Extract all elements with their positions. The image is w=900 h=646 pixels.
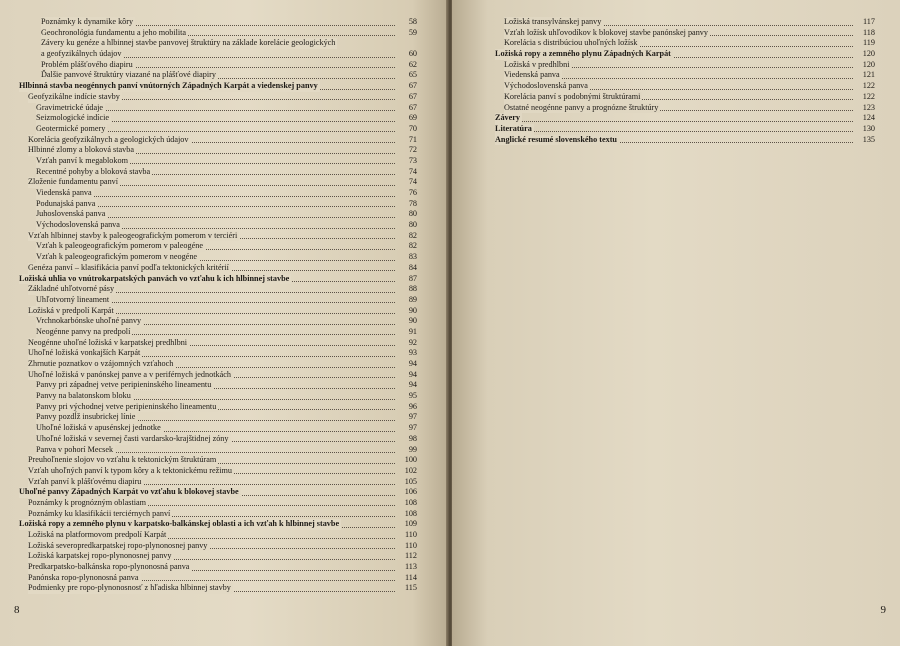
toc-entry [19, 167, 417, 178]
toc-entry [19, 370, 417, 381]
toc-entry [19, 263, 417, 274]
toc-entry [19, 434, 417, 445]
toc-entry [19, 359, 417, 370]
right-page [452, 0, 900, 646]
toc-entry [19, 573, 417, 584]
toc-entry-title: Viedenská panva [504, 70, 560, 80]
toc-entry-title: Ložiská severopredkarpatskej ropo-plynonosnej panvy [28, 540, 208, 550]
left-page [0, 0, 448, 646]
toc-entry-title: Uhoľné ložiská v severnej časti vardarsko-krajštidnej zóny [36, 433, 229, 443]
toc-entry-page: 67 [408, 102, 417, 112]
toc-entry-title: Uhoľné panvy Západných Karpát vo vzťahu k blokovej stavbe [19, 487, 239, 497]
toc-entry-page: 58 [408, 17, 417, 26]
toc-entry [19, 209, 417, 220]
toc-entry-page: 78 [408, 198, 417, 208]
toc-entry-page: 94 [408, 359, 417, 368]
toc-entry [19, 28, 417, 39]
toc-entry [19, 306, 417, 317]
toc-entry-title: Závery ku genéze a hlbinnej stavbe panvovej štruktúry na základe korelácie geologických [41, 38, 336, 48]
toc-entry [19, 509, 417, 520]
toc-entry-title: Vzťah k paleogeografickým pomerom v paleogéne [36, 241, 203, 251]
toc-entry-page: 130 [862, 123, 875, 133]
toc-entry-title: Poznámky k dynamike kôry [41, 17, 134, 26]
toc-entry [19, 562, 417, 573]
toc-entry-title: Vzťah uhoľných panví k typom kôry a k tektonickému režimu [28, 465, 232, 475]
toc-entry [19, 455, 417, 466]
toc-entry [19, 498, 417, 509]
toc-entry-title: Ložiská transylvánskej panvy [504, 17, 602, 26]
toc-entry-title: Viedenská panva [36, 188, 92, 197]
toc-entry [495, 28, 875, 39]
toc-entry-page: 92 [408, 337, 417, 347]
toc-entry [19, 70, 417, 81]
toc-entry [19, 92, 417, 103]
toc-entry-page: 135 [862, 134, 875, 144]
toc-entry-page: 114 [405, 572, 417, 582]
toc-entry [495, 103, 875, 114]
toc-entry [19, 60, 417, 71]
toc-entry-title: Závery [495, 113, 521, 123]
toc-entry-title: Podunajská panva [36, 198, 96, 208]
toc-entry [19, 220, 417, 231]
toc-entry-page: 82 [408, 230, 417, 240]
toc-entry-page: 62 [408, 59, 417, 69]
table-of-contents-left [19, 17, 417, 594]
toc-entry-title: Panónska ropo-plynonosná panva [28, 572, 139, 582]
toc-entry-page: 87 [408, 273, 417, 283]
toc-entry-title: Východoslovenská panva [504, 81, 588, 91]
toc-entry [495, 135, 875, 146]
toc-entry [495, 113, 875, 124]
toc-entry [19, 156, 417, 167]
toc-entry-page: 67 [408, 81, 417, 91]
toc-entry-title: Ložiská v predpolí Karpát [28, 305, 114, 315]
toc-entry-title: Ložiská karpatskej ropo-plynonosnej panvy [28, 551, 172, 561]
toc-entry [19, 199, 417, 210]
toc-entry-title: Problém plášťového diapiru [41, 59, 133, 69]
toc-entry-page: 80 [408, 209, 417, 219]
toc-entry [495, 17, 875, 28]
dot-leader [495, 124, 853, 133]
toc-entry [19, 274, 417, 285]
toc-entry [19, 391, 417, 402]
toc-entry-page: 90 [408, 316, 417, 326]
toc-entry-title: Korelácia s distribúciou uhoľných ložísk [504, 38, 638, 48]
toc-entry [19, 530, 417, 541]
toc-entry-title: Hlbinné zlomy a bloková stavba [28, 145, 134, 155]
toc-entry-page: 74 [408, 177, 417, 187]
toc-entry-title: Hlbinná stavba neogénnych panví vnútorných Západných Karpát a viedenskej panvy [19, 81, 318, 91]
toc-entry-title: Poznámky ku klasifikácii terciérnych panví [28, 508, 171, 518]
page-number-right: 9 [880, 604, 886, 616]
toc-entry-title: Uhoľné ložiská v panónskej panve a v periférnych jednotkách [28, 369, 231, 379]
toc-entry-page: 65 [408, 70, 417, 80]
toc-entry-page: 71 [408, 134, 417, 144]
toc-entry-page: 76 [408, 188, 417, 197]
toc-entry-title: Vzťah k paleogeografickým pomerom v neogéne [36, 252, 198, 262]
toc-entry [495, 60, 875, 71]
toc-entry-page: 90 [408, 305, 417, 315]
toc-entry-title: Panvy pri východnej vetve peripieninského lineamentu [36, 401, 217, 411]
dot-leader [495, 113, 853, 122]
toc-entry-title: Východoslovenská panva [36, 220, 120, 230]
toc-entry-title: Ostatné neogénne panvy a prognózne štruktúry [504, 102, 659, 112]
toc-entry-page: 88 [408, 284, 417, 294]
toc-entry-title: Neogénne uhoľné ložiská v karpatskej predhlbni [28, 337, 188, 347]
toc-entry-title: Korelácia geofyzikálnych a geologických údajov [28, 134, 189, 144]
toc-entry-title: a geofyzikálnych údajov [41, 49, 122, 59]
toc-entry-title: Uhoľné ložiská v apusénskej jednotke [36, 423, 161, 433]
toc-entry-page: 106 [404, 487, 417, 497]
toc-entry [19, 423, 417, 434]
toc-entry [19, 295, 417, 306]
toc-entry-page: 59 [408, 27, 417, 37]
toc-entry-title: Seizmologické indície [36, 113, 109, 123]
toc-entry-page: 118 [863, 27, 875, 37]
toc-entry-title: Základné uhľotvorné pásy [28, 284, 115, 294]
toc-entry-title: Panvy na balatonskom bloku [36, 391, 131, 401]
toc-entry [19, 477, 417, 488]
toc-entry-title: Panva v pohorí Mecsek [36, 444, 114, 454]
toc-entry [19, 145, 417, 156]
toc-entry [19, 583, 417, 594]
toc-entry-title: Ložiská ropy a zemného plynu Západných Karpát [495, 49, 671, 59]
toc-entry-page: 123 [862, 102, 875, 112]
toc-entry-page: 73 [408, 155, 417, 165]
toc-entry [19, 231, 417, 242]
toc-entry-page: 94 [408, 380, 417, 390]
toc-entry-title: Vzťah panví k megablokom [36, 155, 128, 165]
toc-entry [19, 551, 417, 562]
toc-entry-page: 110 [405, 540, 417, 550]
toc-entry-title: Geochronológia fundamentu a jeho mobilita [41, 27, 187, 37]
toc-entry [19, 81, 417, 92]
toc-entry [19, 338, 417, 349]
toc-entry [19, 135, 417, 146]
toc-entry-title: Juhoslovenská panva [36, 209, 106, 219]
toc-entry-title: Vzťah hlbinnej stavby k paleogeografickým pomerom v terciéri [28, 230, 238, 240]
toc-entry-title: Predkarpatsko-balkánska ropo-plynonosná panva [28, 562, 190, 572]
toc-entry-page: 115 [405, 583, 417, 593]
toc-entry-page: 97 [408, 412, 417, 422]
toc-entry-page: 80 [408, 220, 417, 230]
toc-entry-page: 97 [408, 423, 417, 433]
toc-entry-page: 67 [408, 91, 417, 101]
toc-entry-page: 122 [862, 91, 875, 101]
toc-entry-page: 100 [404, 455, 417, 465]
toc-entry [19, 466, 417, 477]
toc-entry-title: Recentné pohyby a bloková stavba [36, 166, 151, 176]
toc-entry [19, 252, 417, 263]
toc-entry [19, 17, 417, 28]
toc-entry-page: 110 [405, 530, 417, 539]
toc-entry [19, 541, 417, 552]
toc-entry [495, 81, 875, 92]
toc-entry-page: 113 [405, 562, 417, 572]
toc-entry-page: 69 [408, 113, 417, 123]
toc-entry-page: 60 [408, 49, 417, 59]
toc-entry [19, 519, 417, 530]
toc-entry-page: 112 [405, 551, 417, 561]
toc-entry [19, 284, 417, 295]
toc-entry [19, 445, 417, 456]
toc-entry-title: Vzťah ložísk uhľovodíkov k blokovej stavbe panónskej panvy [504, 27, 708, 37]
toc-entry-title: Ložiská ropy a zemného plynu v karpatsko-balkánskej oblasti a ich vzťah k hlbinnej stavbe [19, 519, 340, 529]
toc-entry [19, 380, 417, 391]
toc-entry [19, 402, 417, 413]
toc-entry-page: 74 [408, 166, 417, 176]
toc-entry-page: 117 [863, 17, 875, 26]
toc-entry-page: 121 [862, 70, 875, 80]
toc-entry-title: Ložiská na platformovom predpolí Karpát [28, 530, 167, 539]
toc-entry-title: Neogénne panvy na predpolí [36, 326, 131, 336]
toc-entry-page: 102 [404, 465, 417, 475]
toc-entry-page: 83 [408, 252, 417, 262]
toc-entry [19, 188, 417, 199]
toc-entry [19, 412, 417, 423]
toc-entry [495, 92, 875, 103]
toc-entry [19, 113, 417, 124]
toc-entry [495, 70, 875, 81]
toc-entry-page: 119 [863, 38, 875, 48]
toc-entry-title: Uhoľné ložiská vonkajších Karpát [28, 348, 141, 358]
toc-entry-page: 84 [408, 262, 417, 272]
toc-entry-title: Genéza panví – klasifikácia panví podľa tektonických kritérií [28, 262, 229, 272]
toc-entry-page: 99 [408, 444, 417, 454]
toc-entry-title: Ložiská v predhlbni [504, 59, 570, 69]
toc-entry-page: 105 [404, 476, 417, 486]
toc-entry-title: Anglické resumé slovenského textu [495, 134, 617, 144]
toc-entry-page: 98 [408, 433, 417, 443]
toc-entry-title: Gravimetrické údaje [36, 102, 104, 112]
toc-entry-title: Uhľotvorný lineament [36, 294, 110, 304]
toc-entry-page: 89 [408, 294, 417, 304]
toc-entry-page: 124 [862, 113, 875, 123]
toc-entry-title: Panvy pozdĺž insubrickej línie [36, 412, 136, 422]
toc-entry-page: 91 [408, 326, 417, 336]
toc-entry-title: Panvy pri západnej vetve peripieninského lineamentu [36, 380, 212, 390]
toc-entry-title: Ďalšie panvové štruktúry viazané na plášťové diapiry [41, 70, 216, 80]
toc-entry-title: Geofyzikálne indície stavby [28, 91, 120, 101]
toc-entry-title: Geotermické pomery [36, 123, 106, 133]
toc-entry-page: 108 [404, 497, 417, 507]
toc-entry [19, 348, 417, 359]
toc-entry-title: Vzťah panví k plášťovému diapiru [28, 476, 142, 486]
page-number-left: 8 [14, 604, 20, 616]
toc-entry [19, 103, 417, 114]
toc-entry-page: 108 [404, 508, 417, 518]
toc-entry [19, 327, 417, 338]
toc-entry-title: Vrchnokarbónske uhoľné panvy [36, 316, 142, 326]
toc-entry-page: 94 [408, 369, 417, 379]
toc-entry [495, 124, 875, 135]
toc-entry-title: Poznámky k prognózným oblastiam [28, 497, 147, 507]
toc-entry-title: Ložiská uhlia vo vnútrokarpatských panvách vo vzťahu k ich hlbinnej stavbe [19, 273, 290, 283]
toc-entry-page: 109 [404, 519, 417, 529]
toc-entry [19, 487, 417, 498]
toc-entry [495, 49, 875, 60]
toc-entry-page: 120 [862, 49, 875, 59]
toc-entry-page: 72 [408, 145, 417, 155]
toc-entry [495, 38, 875, 49]
toc-entry-title: Podmienky pre ropo-plynonosnosť z hľadiska hlbinnej stavby [28, 583, 231, 593]
toc-entry [19, 124, 417, 135]
toc-entry [19, 38, 417, 49]
toc-entry [19, 49, 417, 60]
toc-entry-page: 120 [862, 59, 875, 69]
toc-entry-title: Zloženie fundamentu panví [28, 177, 119, 187]
toc-entry-title: Korelácia panví s podobnými štruktúrami [504, 91, 641, 101]
toc-entry-page: 93 [408, 348, 417, 358]
toc-entry-page: 95 [408, 391, 417, 401]
toc-entry [19, 177, 417, 188]
table-of-contents-right [495, 17, 875, 145]
toc-entry-page: 82 [408, 241, 417, 251]
toc-entry-title: Literatúra [495, 123, 532, 133]
toc-entry-page: 96 [408, 401, 417, 411]
toc-entry-page: 70 [408, 123, 417, 133]
toc-entry-page: 122 [862, 81, 875, 91]
toc-entry-title: Preuhoľnenie slojov vo vzťahu k tektonickým štruktúram [28, 455, 217, 465]
toc-entry [19, 316, 417, 327]
toc-entry-title: Zhrnutie poznatkov o vzájomných vzťahoch [28, 359, 174, 368]
toc-entry [19, 241, 417, 252]
